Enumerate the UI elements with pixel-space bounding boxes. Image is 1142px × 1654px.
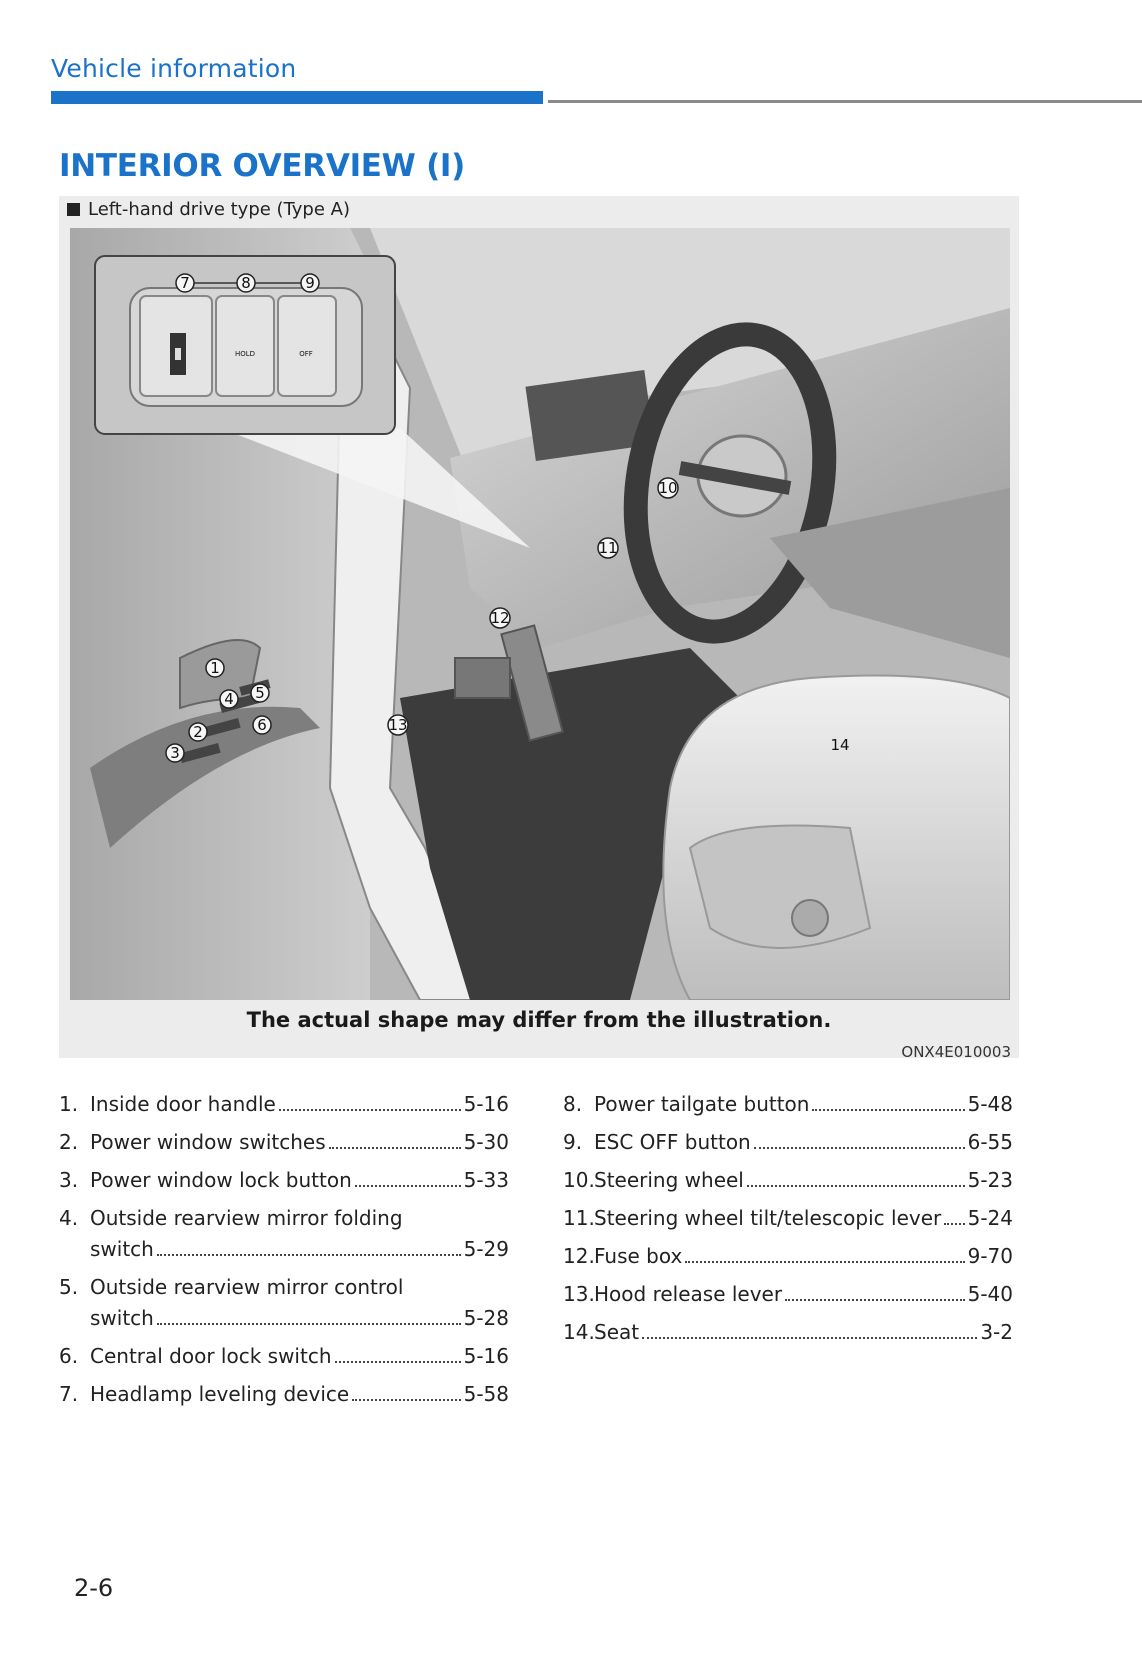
item-label: Power window lock button [90,1168,352,1192]
item-page: 5-58 [463,1382,509,1406]
brake-pedal [455,658,510,698]
component-list-right [563,1092,1013,1358]
callout-10 [658,478,678,498]
svg-text:9: 9 [305,274,315,292]
callout-11 [598,538,618,558]
item-number: 4. [59,1206,79,1230]
figure-label [67,199,350,220]
item-number: 11. [563,1206,595,1230]
item-label: Seat [594,1320,640,1344]
item-number: 5. [59,1275,79,1299]
svg-text:11: 11 [598,539,618,557]
callout-6 [253,716,271,734]
item-label: Hood release lever [594,1282,783,1306]
item-number: 9. [563,1130,583,1154]
interior-illustration [70,228,1010,1000]
callout-12 [490,608,510,628]
list-item [563,1206,1013,1231]
item-label: Outside rearview mirror folding [90,1206,403,1230]
item-page: 5-24 [967,1206,1013,1230]
item-page: 5-23 [967,1168,1013,1192]
svg-text:14: 14 [830,736,850,754]
item-number: 2. [59,1130,79,1154]
list-item [59,1130,509,1155]
svg-text:8: 8 [241,274,251,292]
item-page: 5-28 [463,1306,509,1330]
page-number: 2-6 [74,1574,114,1602]
header-rule-blue [51,91,543,104]
seat-side-panel [690,826,870,949]
callout-2 [189,723,207,741]
item-page: 5-33 [463,1168,509,1192]
figure-label-text: Left-hand drive type (Type A) [88,199,350,220]
callout-14 [830,736,849,754]
callout-4 [220,690,238,708]
item-number: 14. [563,1320,595,1344]
svg-text:3: 3 [170,744,180,762]
list-item [59,1092,509,1117]
figure-caption: The actual shape may differ from the illustration. [246,1008,832,1032]
item-number: 13. [563,1282,595,1306]
svg-text:13: 13 [388,716,408,734]
item-label: Central door lock switch [90,1344,332,1368]
callout-9 [301,274,319,292]
callout-13 [388,715,408,735]
inset-hold-label: HOLD [234,350,256,358]
svg-text:4: 4 [224,690,234,708]
callout-7 [176,274,194,292]
page-title: INTERIOR OVERVIEW (I) [59,148,466,184]
list-item [563,1244,1013,1269]
seat-control-knob [792,900,828,936]
item-label: Power tailgate button [594,1092,810,1116]
list-item [563,1092,1013,1117]
item-page: 3-2 [980,1320,1013,1344]
item-number: 3. [59,1168,79,1192]
item-number: 6. [59,1344,79,1368]
figure-code: ONX4E010003 [901,1043,1011,1061]
item-page: 6-55 [967,1130,1013,1154]
callout-5 [251,684,269,702]
item-label: Outside rearview mirror control [90,1275,404,1299]
list-item [59,1275,509,1331]
list-item [563,1282,1013,1307]
svg-text:10: 10 [658,479,678,497]
list-item [563,1168,1013,1193]
svg-text:12: 12 [490,609,510,627]
item-number: 1. [59,1092,79,1116]
item-page: 5-29 [463,1237,509,1261]
list-item [563,1130,1013,1155]
item-page: 5-40 [967,1282,1013,1306]
callout-8 [237,274,255,292]
item-number: 12. [563,1244,595,1268]
svg-text:5: 5 [255,684,265,702]
item-page: 9-70 [967,1244,1013,1268]
list-item [59,1206,509,1262]
header-rule-gray [548,100,1142,103]
item-number: 7. [59,1382,79,1406]
callout-3 [166,744,184,762]
list-item [563,1320,1013,1345]
item-label: Steering wheel tilt/telescopic lever [594,1206,942,1230]
list-item [59,1168,509,1193]
item-label: Inside door handle [90,1092,276,1116]
item-number: 8. [563,1092,583,1116]
item-page: 5-16 [463,1344,509,1368]
item-page: 5-16 [463,1092,509,1116]
list-item [59,1382,509,1407]
list-item [59,1344,509,1369]
item-label: Power window switches [90,1130,326,1154]
svg-text:2: 2 [193,723,203,741]
svg-text:6: 6 [257,716,267,734]
item-number: 10. [563,1168,595,1192]
svg-text:1: 1 [210,659,220,677]
svg-text:7: 7 [180,274,190,292]
section-label: Vehicle information [51,54,297,83]
inset-off-label: OFF [299,350,313,358]
figure-box [59,196,1019,1061]
item-label: Fuse box [594,1244,683,1268]
item-label: Headlamp leveling device [90,1382,350,1406]
square-bullet-icon [67,203,80,216]
item-page: 5-48 [967,1092,1013,1116]
item-label-cont: switch [90,1306,154,1330]
item-label: ESC OFF button [594,1130,751,1154]
item-label: Steering wheel [594,1168,744,1192]
callout-1 [206,659,224,677]
component-list-left [59,1092,509,1420]
item-page: 5-30 [463,1130,509,1154]
item-label-cont: switch [90,1237,154,1261]
